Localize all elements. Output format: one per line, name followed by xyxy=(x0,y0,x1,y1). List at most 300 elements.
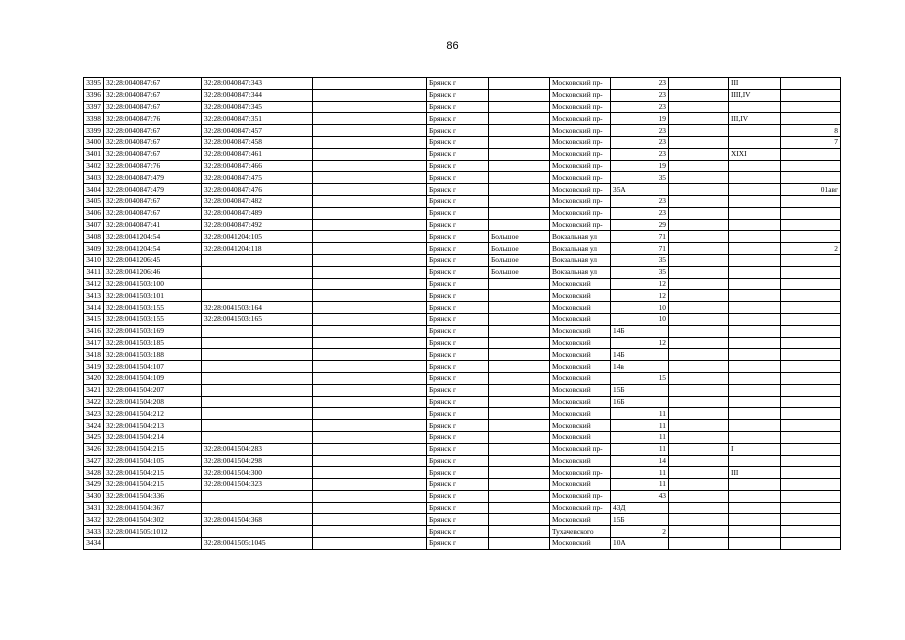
parcel-number-cell: 32:28:0041504:336 xyxy=(104,490,202,502)
object-number-cell: 32:28:0041503:164 xyxy=(202,302,313,314)
table-row xyxy=(84,467,841,479)
apartment-cell xyxy=(781,538,841,550)
building-cell xyxy=(669,231,729,243)
table-row xyxy=(84,89,841,101)
row-number-cell: 3404 xyxy=(84,184,104,196)
extra-cell xyxy=(313,361,427,373)
premises-cell xyxy=(729,302,781,314)
building-cell xyxy=(669,538,729,550)
premises-cell: I xyxy=(729,443,781,455)
house-cell: 14Б xyxy=(611,349,669,361)
table-row xyxy=(84,160,841,172)
row-number-cell: 3408 xyxy=(84,231,104,243)
extra-cell xyxy=(313,290,427,302)
extra-cell xyxy=(313,125,427,137)
object-number-cell xyxy=(202,349,313,361)
city-cell: Брянск г xyxy=(427,231,489,243)
extra-cell xyxy=(313,396,427,408)
table-row xyxy=(84,538,841,550)
object-number-cell xyxy=(202,325,313,337)
district-cell xyxy=(489,278,550,290)
extra-cell xyxy=(313,101,427,113)
building-cell xyxy=(669,136,729,148)
street-cell: Вокзальная ул xyxy=(550,231,611,243)
parcel-number-cell: 32:28:0041503:155 xyxy=(104,313,202,325)
building-cell xyxy=(669,184,729,196)
table-row xyxy=(84,302,841,314)
building-cell xyxy=(669,431,729,443)
apartment-cell xyxy=(781,160,841,172)
row-number-cell: 3416 xyxy=(84,325,104,337)
row-number-cell: 3407 xyxy=(84,219,104,231)
object-number-cell xyxy=(202,396,313,408)
house-cell: 19 xyxy=(611,113,669,125)
premises-cell xyxy=(729,479,781,491)
street-cell: Московский пр- xyxy=(550,125,611,137)
house-cell: 11 xyxy=(611,420,669,432)
house-cell: 11 xyxy=(611,431,669,443)
building-cell xyxy=(669,455,729,467)
table-row xyxy=(84,502,841,514)
row-number-cell: 3396 xyxy=(84,89,104,101)
street-cell: Московский xyxy=(550,290,611,302)
house-cell: 11 xyxy=(611,408,669,420)
parcel-number-cell: 32:28:0040847:67 xyxy=(104,89,202,101)
table-row xyxy=(84,325,841,337)
premises-cell xyxy=(729,502,781,514)
district-cell xyxy=(489,361,550,373)
object-number-cell: 32:28:0040847:461 xyxy=(202,148,313,160)
street-cell: Московский пр- xyxy=(550,467,611,479)
house-cell: 10 xyxy=(611,313,669,325)
street-cell: Московский xyxy=(550,396,611,408)
district-cell xyxy=(489,490,550,502)
row-number-cell: 3414 xyxy=(84,302,104,314)
apartment-cell xyxy=(781,443,841,455)
city-cell: Брянск г xyxy=(427,266,489,278)
table-row xyxy=(84,278,841,290)
city-cell: Брянск г xyxy=(427,125,489,137)
extra-cell xyxy=(313,78,427,90)
street-cell: Московский xyxy=(550,408,611,420)
apartment-cell xyxy=(781,219,841,231)
street-cell: Тухачевского xyxy=(550,526,611,538)
building-cell xyxy=(669,113,729,125)
city-cell: Брянск г xyxy=(427,443,489,455)
parcel-number-cell: 32:28:0041206:45 xyxy=(104,254,202,266)
parcel-number-cell: 32:28:0041504:105 xyxy=(104,455,202,467)
apartment-cell xyxy=(781,278,841,290)
district-cell xyxy=(489,89,550,101)
extra-cell xyxy=(313,431,427,443)
apartment-cell: 01авг xyxy=(781,184,841,196)
district-cell xyxy=(489,479,550,491)
district-cell xyxy=(489,502,550,514)
premises-cell xyxy=(729,372,781,384)
city-cell: Брянск г xyxy=(427,467,489,479)
extra-cell xyxy=(313,372,427,384)
apartment-cell xyxy=(781,396,841,408)
district-cell: Большое xyxy=(489,266,550,278)
table-row xyxy=(84,431,841,443)
object-number-cell: 32:28:0041504:298 xyxy=(202,455,313,467)
premises-cell xyxy=(729,396,781,408)
premises-cell xyxy=(729,219,781,231)
table-row xyxy=(84,148,841,160)
apartment-cell xyxy=(781,266,841,278)
city-cell: Брянск г xyxy=(427,243,489,255)
row-number-cell: 3420 xyxy=(84,372,104,384)
street-cell: Московский xyxy=(550,302,611,314)
premises-cell xyxy=(729,313,781,325)
parcel-number-cell: 32:28:0041504:213 xyxy=(104,420,202,432)
row-number-cell: 3423 xyxy=(84,408,104,420)
building-cell xyxy=(669,101,729,113)
city-cell: Брянск г xyxy=(427,431,489,443)
object-number-cell: 32:28:0041504:283 xyxy=(202,443,313,455)
apartment-cell xyxy=(781,302,841,314)
table-row xyxy=(84,195,841,207)
apartment-cell xyxy=(781,231,841,243)
extra-cell xyxy=(313,467,427,479)
district-cell xyxy=(489,372,550,384)
object-number-cell: 32:28:0041504:323 xyxy=(202,479,313,491)
city-cell: Брянск г xyxy=(427,337,489,349)
building-cell xyxy=(669,502,729,514)
object-number-cell: 32:28:0041503:165 xyxy=(202,313,313,325)
district-cell xyxy=(489,325,550,337)
building-cell xyxy=(669,278,729,290)
house-cell: 35 xyxy=(611,266,669,278)
building-cell xyxy=(669,372,729,384)
building-cell xyxy=(669,125,729,137)
table-row xyxy=(84,231,841,243)
parcel-number-cell: 32:28:0041503:185 xyxy=(104,337,202,349)
house-cell: 15Б xyxy=(611,384,669,396)
object-number-cell: 32:28:0040847:345 xyxy=(202,101,313,113)
apartment-cell xyxy=(781,490,841,502)
house-cell: 71 xyxy=(611,243,669,255)
city-cell: Брянск г xyxy=(427,455,489,467)
street-cell: Московский xyxy=(550,337,611,349)
district-cell xyxy=(489,290,550,302)
building-cell xyxy=(669,396,729,408)
row-number-cell: 3418 xyxy=(84,349,104,361)
apartment-cell xyxy=(781,113,841,125)
parcel-number-cell: 32:28:0040847:67 xyxy=(104,78,202,90)
table-row xyxy=(84,136,841,148)
district-cell xyxy=(489,113,550,125)
apartment-cell: 7 xyxy=(781,136,841,148)
apartment-cell: 8 xyxy=(781,125,841,137)
city-cell: Брянск г xyxy=(427,207,489,219)
row-number-cell: 3405 xyxy=(84,195,104,207)
house-cell: 11 xyxy=(611,467,669,479)
row-number-cell: 3411 xyxy=(84,266,104,278)
city-cell: Брянск г xyxy=(427,325,489,337)
object-number-cell: 32:28:0041204:118 xyxy=(202,243,313,255)
city-cell: Брянск г xyxy=(427,78,489,90)
building-cell xyxy=(669,290,729,302)
building-cell xyxy=(669,443,729,455)
row-number-cell: 3424 xyxy=(84,420,104,432)
table-row xyxy=(84,372,841,384)
table-row xyxy=(84,125,841,137)
apartment-cell xyxy=(781,89,841,101)
parcel-number-cell: 32:28:0041503:101 xyxy=(104,290,202,302)
table-row xyxy=(84,266,841,278)
parcel-number-cell: 32:28:0040847:479 xyxy=(104,184,202,196)
object-number-cell xyxy=(202,420,313,432)
apartment-cell xyxy=(781,467,841,479)
table-row xyxy=(84,479,841,491)
apartment-cell xyxy=(781,526,841,538)
street-cell: Московский xyxy=(550,420,611,432)
premises-cell: IIII,IV xyxy=(729,89,781,101)
row-number-cell: 3415 xyxy=(84,313,104,325)
parcel-number-cell: 32:28:0040847:67 xyxy=(104,207,202,219)
row-number-cell: 3430 xyxy=(84,490,104,502)
city-cell: Брянск г xyxy=(427,538,489,550)
extra-cell xyxy=(313,313,427,325)
extra-cell xyxy=(313,136,427,148)
building-cell xyxy=(669,526,729,538)
apartment-cell xyxy=(781,455,841,467)
table-row xyxy=(84,361,841,373)
apartment-cell xyxy=(781,148,841,160)
row-number-cell: 3434 xyxy=(84,538,104,550)
apartment-cell xyxy=(781,337,841,349)
apartment-cell xyxy=(781,325,841,337)
premises-cell xyxy=(729,254,781,266)
apartment-cell xyxy=(781,313,841,325)
parcel-number-cell: 32:28:0041504:215 xyxy=(104,467,202,479)
district-cell xyxy=(489,148,550,160)
table-row xyxy=(84,490,841,502)
premises-cell xyxy=(729,420,781,432)
table-row xyxy=(84,443,841,455)
building-cell xyxy=(669,490,729,502)
apartment-cell xyxy=(781,431,841,443)
district-cell xyxy=(489,538,550,550)
object-number-cell: 32:28:0041504:368 xyxy=(202,514,313,526)
parcel-number-cell: 32:28:0040847:76 xyxy=(104,160,202,172)
object-number-cell xyxy=(202,278,313,290)
object-number-cell: 32:28:0040847:482 xyxy=(202,195,313,207)
street-cell: Московский пр- xyxy=(550,195,611,207)
street-cell: Московский xyxy=(550,431,611,443)
district-cell xyxy=(489,408,550,420)
district-cell xyxy=(489,195,550,207)
city-cell: Брянск г xyxy=(427,148,489,160)
premises-cell xyxy=(729,538,781,550)
object-number-cell: 32:28:0041204:105 xyxy=(202,231,313,243)
row-number-cell: 3400 xyxy=(84,136,104,148)
table-row xyxy=(84,514,841,526)
street-cell: Московский пр- xyxy=(550,78,611,90)
street-cell: Московский xyxy=(550,361,611,373)
object-number-cell: 32:28:0040847:476 xyxy=(202,184,313,196)
table-row xyxy=(84,113,841,125)
object-number-cell: 32:28:0040847:475 xyxy=(202,172,313,184)
house-cell: 10А xyxy=(611,538,669,550)
premises-cell xyxy=(729,125,781,137)
premises-cell xyxy=(729,514,781,526)
object-number-cell xyxy=(202,502,313,514)
district-cell xyxy=(489,101,550,113)
object-number-cell xyxy=(202,254,313,266)
registry-table xyxy=(83,77,841,550)
page-number: 86 xyxy=(446,40,459,52)
building-cell xyxy=(669,172,729,184)
extra-cell xyxy=(313,349,427,361)
premises-cell xyxy=(729,266,781,278)
house-cell: 23 xyxy=(611,89,669,101)
extra-cell xyxy=(313,148,427,160)
street-cell: Московский пр- xyxy=(550,101,611,113)
row-number-cell: 3401 xyxy=(84,148,104,160)
object-number-cell xyxy=(202,372,313,384)
house-cell: 15 xyxy=(611,372,669,384)
extra-cell xyxy=(313,538,427,550)
apartment-cell xyxy=(781,101,841,113)
extra-cell xyxy=(313,408,427,420)
street-cell: Московский пр- xyxy=(550,113,611,125)
city-cell: Брянск г xyxy=(427,113,489,125)
parcel-number-cell: 32:28:0041503:188 xyxy=(104,349,202,361)
apartment-cell xyxy=(781,420,841,432)
district-cell xyxy=(489,443,550,455)
parcel-number-cell: 32:28:0041504:207 xyxy=(104,384,202,396)
house-cell: 15Б xyxy=(611,514,669,526)
house-cell: 14Б xyxy=(611,325,669,337)
extra-cell xyxy=(313,502,427,514)
parcel-number-cell: 32:28:0041504:212 xyxy=(104,408,202,420)
district-cell xyxy=(489,172,550,184)
apartment-cell xyxy=(781,361,841,373)
district-cell xyxy=(489,302,550,314)
district-cell xyxy=(489,125,550,137)
building-cell xyxy=(669,148,729,160)
parcel-number-cell: 32:28:0041503:155 xyxy=(104,302,202,314)
parcel-number-cell: 32:28:0041504:208 xyxy=(104,396,202,408)
parcel-number-cell: 32:28:0041504:367 xyxy=(104,502,202,514)
building-cell xyxy=(669,337,729,349)
object-number-cell xyxy=(202,431,313,443)
row-number-cell: 3422 xyxy=(84,396,104,408)
parcel-number-cell: 32:28:0040847:76 xyxy=(104,113,202,125)
extra-cell xyxy=(313,231,427,243)
city-cell: Брянск г xyxy=(427,408,489,420)
table-row xyxy=(84,384,841,396)
premises-cell: III xyxy=(729,467,781,479)
building-cell xyxy=(669,254,729,266)
street-cell: Московский xyxy=(550,349,611,361)
premises-cell xyxy=(729,243,781,255)
apartment-cell xyxy=(781,207,841,219)
parcel-number-cell: 32:28:0041206:46 xyxy=(104,266,202,278)
parcel-number-cell: 32:28:0041503:100 xyxy=(104,278,202,290)
registry-rows xyxy=(84,78,841,550)
table-row xyxy=(84,313,841,325)
building-cell xyxy=(669,313,729,325)
extra-cell xyxy=(313,325,427,337)
premises-cell xyxy=(729,408,781,420)
house-cell: 23 xyxy=(611,101,669,113)
row-number-cell: 3433 xyxy=(84,526,104,538)
street-cell: Московский пр- xyxy=(550,148,611,160)
district-cell xyxy=(489,349,550,361)
extra-cell xyxy=(313,455,427,467)
city-cell: Брянск г xyxy=(427,384,489,396)
row-number-cell: 3429 xyxy=(84,479,104,491)
row-number-cell: 3426 xyxy=(84,443,104,455)
extra-cell xyxy=(313,184,427,196)
street-cell: Московский пр- xyxy=(550,490,611,502)
building-cell xyxy=(669,325,729,337)
building-cell xyxy=(669,195,729,207)
premises-cell: XIXI xyxy=(729,148,781,160)
house-cell: 12 xyxy=(611,337,669,349)
house-cell: 14 xyxy=(611,455,669,467)
district-cell xyxy=(489,396,550,408)
city-cell: Брянск г xyxy=(427,502,489,514)
extra-cell xyxy=(313,160,427,172)
premises-cell xyxy=(729,195,781,207)
parcel-number-cell: 32:28:0040847:67 xyxy=(104,195,202,207)
premises-cell xyxy=(729,184,781,196)
parcel-number-cell: 32:28:0040847:479 xyxy=(104,172,202,184)
parcel-number-cell: 32:28:0041504:109 xyxy=(104,372,202,384)
district-cell: Большое xyxy=(489,243,550,255)
row-number-cell: 3432 xyxy=(84,514,104,526)
street-cell: Московский xyxy=(550,313,611,325)
extra-cell xyxy=(313,207,427,219)
apartment-cell xyxy=(781,514,841,526)
house-cell: 19 xyxy=(611,160,669,172)
city-cell: Брянск г xyxy=(427,490,489,502)
table-row xyxy=(84,101,841,113)
apartment-cell xyxy=(781,195,841,207)
parcel-number-cell xyxy=(104,538,202,550)
house-cell: 71 xyxy=(611,231,669,243)
district-cell: Большое xyxy=(489,254,550,266)
building-cell xyxy=(669,266,729,278)
premises-cell xyxy=(729,325,781,337)
table-row xyxy=(84,290,841,302)
city-cell: Брянск г xyxy=(427,136,489,148)
parcel-number-cell: 32:28:0041204:54 xyxy=(104,231,202,243)
street-cell: Московский пр- xyxy=(550,160,611,172)
premises-cell xyxy=(729,384,781,396)
table-row xyxy=(84,207,841,219)
street-cell: Московский xyxy=(550,479,611,491)
premises-cell: III xyxy=(729,78,781,90)
street-cell: Вокзальная ул xyxy=(550,254,611,266)
city-cell: Брянск г xyxy=(427,302,489,314)
table-row xyxy=(84,337,841,349)
district-cell xyxy=(489,207,550,219)
row-number-cell: 3427 xyxy=(84,455,104,467)
extra-cell xyxy=(313,526,427,538)
city-cell: Брянск г xyxy=(427,160,489,172)
district-cell xyxy=(489,467,550,479)
street-cell: Вокзальная ул xyxy=(550,243,611,255)
object-number-cell xyxy=(202,266,313,278)
row-number-cell: 3409 xyxy=(84,243,104,255)
extra-cell xyxy=(313,195,427,207)
apartment-cell xyxy=(781,290,841,302)
